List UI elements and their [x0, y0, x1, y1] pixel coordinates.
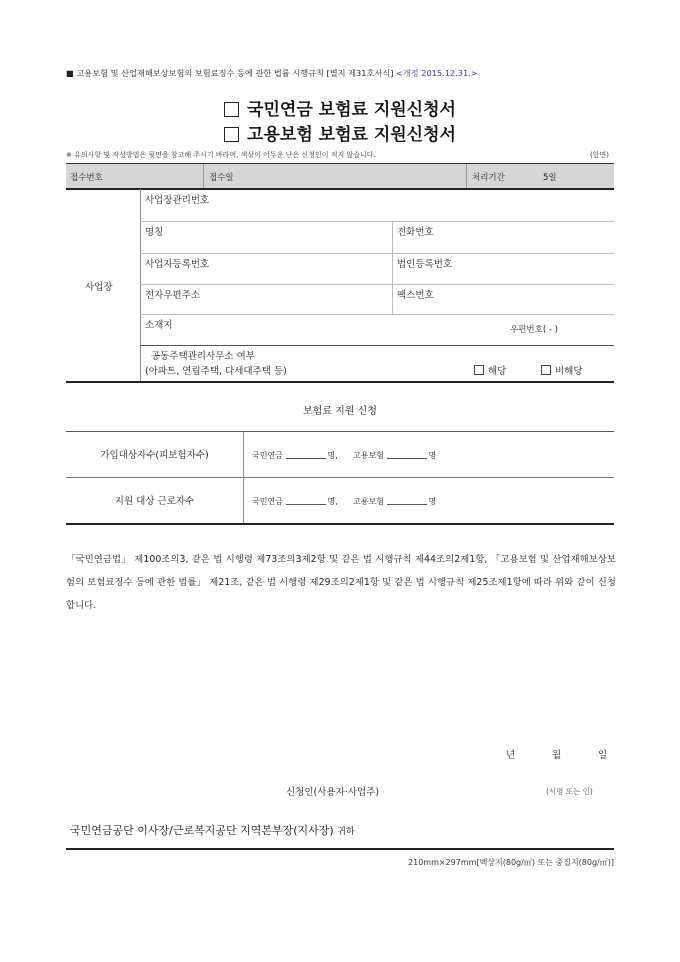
apt-office-label: 공동주택관리사무소 여부 [151, 351, 255, 362]
page-side: (앞면) [590, 151, 609, 159]
date-day: 일 [598, 750, 608, 761]
workplace-email-label: 전자우편주소 [145, 290, 201, 301]
receipt-number-label: 접수번호 [70, 173, 103, 183]
workplace-mgmt-no-label: 사업장관리번호 [145, 195, 210, 206]
support-row-insured-label: 가입대상자수(피보험자수) [100, 450, 209, 461]
applicant-label: 신청인(사용자·사업주) [286, 787, 380, 798]
apt-no-checkbox[interactable] [541, 365, 551, 375]
support-row-insured-values: 국민연금 명, 고용보험 명 [252, 451, 437, 460]
title-employment: 고용보험 보험료 지원신청서 [0, 120, 680, 145]
form-header [66, 68, 478, 79]
title-pension: 국민연금 보험료 지원신청서 [0, 95, 680, 120]
workplace-phone-label: 전화번호 [397, 227, 434, 238]
workplace-corp-reg-label: 법인등록번호 [397, 259, 453, 270]
support-row-workers-label: 지원 대상 근로자수 [114, 496, 195, 507]
date-month: 월 [552, 750, 562, 761]
workers-pension-field[interactable] [286, 495, 326, 505]
workplace-section-label: 사업장 [85, 282, 113, 293]
processing-period-label: 처리기간 [472, 173, 505, 183]
support-section-title: 보험료 지원 신청 [303, 406, 377, 417]
paper-spec: 210mm×297mm[백상지(80g/㎡) 또는 중질지(80g/㎡)] [408, 858, 614, 867]
apt-yes-option[interactable]: 해당 [474, 363, 506, 377]
support-row-workers-values: 국민연금 명, 고용보험 명 [252, 497, 437, 506]
apt-office-sub: (아파트, 연립주택, 다세대주택 등) [145, 366, 287, 377]
workers-employment-field[interactable] [387, 495, 427, 505]
workplace-fax-label: 팩스번호 [397, 290, 434, 301]
workplace-name-label: 명칭 [145, 227, 164, 238]
notice-text: ※ 유의사항 및 작성방법은 뒷면을 참고해 주시기 바라며, 색상이 어두운 난은 신청인이 적지 않습니다. [66, 151, 376, 159]
recipient-org: 국민연금공단 이사장/근로복지공단 지역본부장(지사장) [70, 824, 334, 837]
workplace-address-label: 소재지 [145, 320, 173, 331]
workplace-biz-reg-label: 사업자등록번호 [145, 259, 210, 270]
date-year: 년 [506, 750, 516, 761]
receipt-date-label: 접수일 [209, 173, 234, 183]
insured-employment-field[interactable] [387, 449, 427, 459]
receipt-row [66, 164, 614, 188]
applicant-sign: (서명 또는 인) [546, 787, 593, 796]
form-revision: <개정 2015.12.31.> [396, 68, 478, 78]
statement-paragraph: 「국민연금법」 제100조의3, 같은 법 시행령 제73조의3제2항 및 같은 법 시행규칙 제44조의2제1항, 「고용보험 및 산업재해보상보험의 보험료징수 등에 관한 법률」 제21조, 같은 법 시행령 제29조의2제1항 및 같은 법 시행규칙 제25조제1항에 따라 위와 같이 신청합니다. [66, 554, 616, 611]
processing-period-value: 5일 [543, 173, 557, 183]
title-checkbox-employment[interactable] [224, 127, 239, 142]
apt-yes-checkbox[interactable] [474, 365, 484, 375]
apt-no-option[interactable]: 비해당 [541, 363, 583, 377]
workplace-postal-label: 우편번호( - ) [510, 325, 558, 335]
form-header-rule: ■ 고용보험 및 산업재해보상보험의 보험료징수 등에 관한 법률 시행규칙 [별지 제31호서식] [66, 68, 394, 78]
insured-pension-field[interactable] [286, 449, 326, 459]
recipient [70, 822, 355, 838]
title-checkbox-pension[interactable] [224, 102, 239, 117]
recipient-suffix: 귀하 [337, 827, 355, 837]
